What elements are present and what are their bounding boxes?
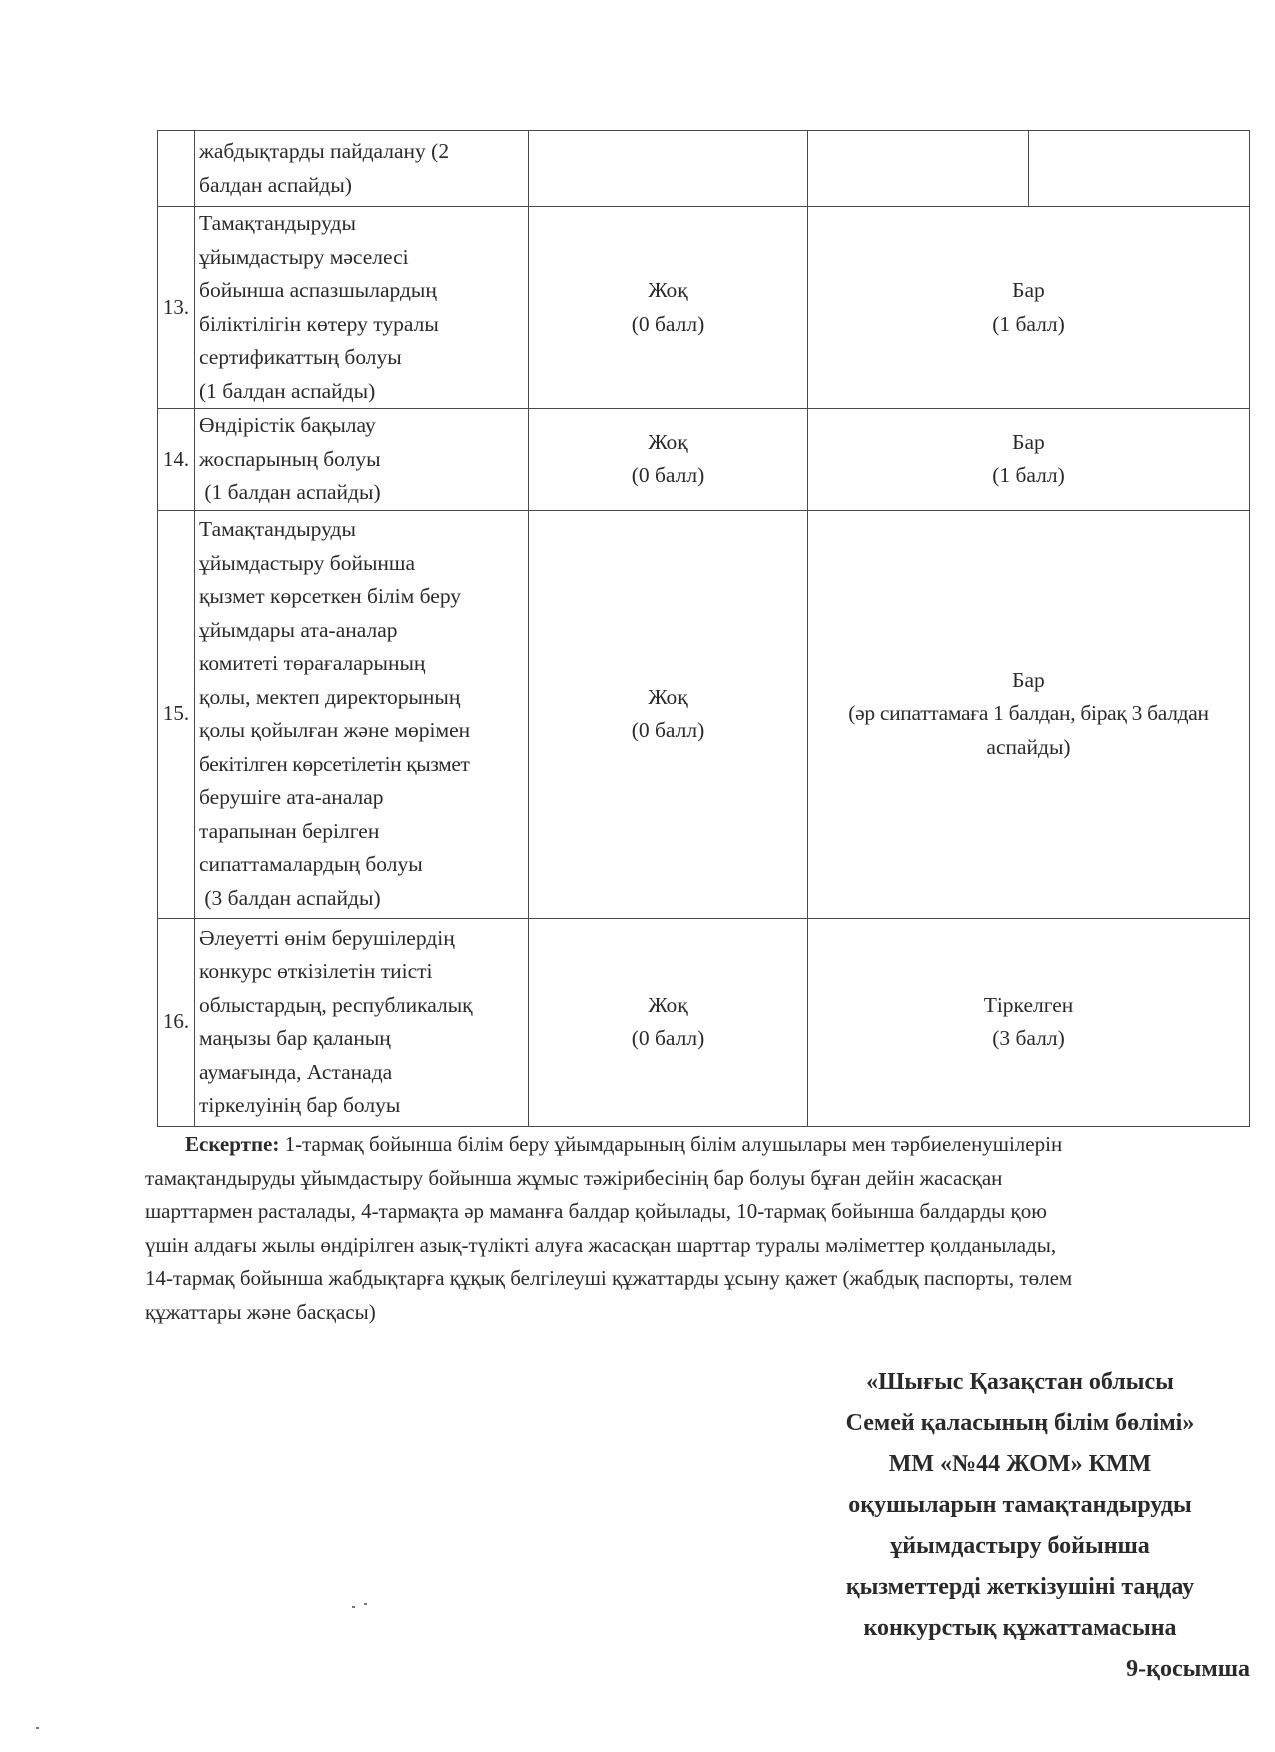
option-a-line: Жоқ (648, 429, 688, 454)
criterion-line: қолы, мектеп директорының (199, 684, 461, 709)
criterion-line: (3 балдан аспайды) (199, 885, 381, 910)
scan-speck (364, 1603, 367, 1605)
criterion-line: конкурс өткізілетін тиісті (199, 959, 433, 983)
criterion-line: (1 балдан аспайды) (199, 480, 381, 504)
option-b-line: аспайды) (986, 734, 1071, 759)
option-b-cell (808, 409, 1250, 511)
option-b-line: Бар (1012, 667, 1045, 692)
annex-line: «Шығыс Қазақстан облысы (866, 1369, 1174, 1395)
option-b-line: Бар (1012, 429, 1045, 454)
option-a-line: (0 балл) (631, 718, 705, 742)
option-a-cell (529, 510, 808, 918)
option-a-line: Жоқ (648, 684, 688, 709)
criterion-cell (195, 918, 529, 1126)
note-paragraph (145, 1128, 1255, 1329)
criterion-line: комитеті төрағаларының (199, 651, 426, 675)
criterion-line: қолы қойылған және мөрімен (199, 718, 471, 742)
criterion-line: біліктілігін көтеру туралы (199, 311, 439, 336)
row-number: 14. (158, 409, 195, 511)
annex-line: Семей қаласының білім бөлімі» (845, 1410, 1195, 1436)
option-b-line: (3 балл) (992, 1026, 1065, 1050)
option-b-line: (1 балл) (992, 463, 1065, 488)
option-b-cell (808, 918, 1250, 1126)
criterion-line: Өндірістік бақылау (199, 413, 376, 437)
criterion-line: тарапынан берілген (199, 818, 380, 843)
table-row (158, 918, 1250, 1126)
criterion-line: Әлеуетті өнім берушілердің (199, 925, 455, 950)
option-a-line: (0 балл) (631, 463, 705, 488)
table-row-continuation (158, 131, 1250, 207)
note-text: 1-тармақ бойынша білім беру ұйымдарының білім алушылары мен тәрбиеленушілерін (279, 1132, 1063, 1156)
criterion-line: берушіге ата-аналар (199, 785, 384, 809)
criterion-cell (195, 510, 529, 918)
row-number: 16. (158, 918, 195, 1126)
option-a-cell (529, 918, 808, 1126)
criteria-table (157, 130, 1250, 1127)
criterion-line: маңызы бар қаланың (199, 1026, 391, 1050)
criterion-line: ұйымдары ата-аналар (199, 617, 398, 642)
appendix-number: 9-қосымша (1126, 1656, 1250, 1682)
table-row (158, 510, 1250, 918)
option-b-cell (808, 207, 1250, 409)
option-b-line: (1 балл) (992, 311, 1065, 336)
note-line: құжаттары және басқасы) (145, 1299, 376, 1324)
option-b-line: Бар (1012, 278, 1045, 302)
annex-line: оқушыларын тамақтандыруды (848, 1492, 1192, 1518)
criterion-line: ұйымдастыру бойынша (199, 550, 416, 575)
annex-heading (790, 1362, 1250, 1690)
criterion-line: бекітілген көрсетілетін қызмет (199, 751, 470, 776)
annex-line: ұйымдастыру бойынша (890, 1533, 1150, 1559)
note-first-line (145, 1128, 1255, 1162)
criterion-line: сертификаттың болуы (199, 345, 402, 369)
option-b-cell (808, 510, 1250, 918)
note-line: тамақтандыруды ұйымдастыру бойынша жұмыс тәжірибесінің бар болуы бұған дейін жасасқан (145, 1165, 1003, 1190)
option-a-line: (0 балл) (631, 1026, 705, 1050)
note-label: Ескертпе: (185, 1132, 280, 1156)
criterion-line: бойынша аспазшылардың (199, 278, 437, 302)
option-b-cell (808, 131, 1250, 207)
criterion-line: жабдықтарды пайдалану (2 (199, 139, 450, 163)
option-a-line: (0 балл) (631, 311, 705, 336)
criterion-cell (195, 207, 529, 409)
scan-speck (36, 1727, 39, 1729)
criterion-line: ұйымдастыру мәселесі (199, 244, 409, 269)
note-line: үшін алдағы жылы өндірілген азық-түлікті алуға жасасқан шарттар туралы мәліметтер қолданылады, (145, 1232, 1057, 1257)
annex-line: қызметтерді жеткізушіні таңдау (845, 1574, 1195, 1600)
option-a-cell (529, 131, 808, 207)
criterion-line: қызмет көрсеткен білім беру (199, 584, 462, 608)
note-line: 14-тармақ бойынша жабдықтарға құқық белгілеуші құжаттарды ұсыну қажет (жабдық паспорты, төлем (145, 1266, 1073, 1290)
criterion-line: тіркелуінің бар болуы (199, 1093, 401, 1117)
criterion-line: Тамақтандыруды (199, 211, 356, 235)
criterion-line: аумағында, Астанада (199, 1059, 393, 1084)
option-a-cell (529, 207, 808, 409)
row-number: 13. (158, 207, 195, 409)
option-a-line: Жоқ (648, 278, 688, 302)
criterion-line: жоспарының болуы (199, 446, 381, 471)
criterion-line: балдан аспайды) (199, 172, 352, 197)
table-row (158, 207, 1250, 409)
table-row (158, 409, 1250, 511)
criterion-line: облыстардың, республикалық (199, 992, 473, 1017)
row-number: 15. (158, 510, 195, 918)
row-number-cell (158, 131, 195, 207)
annex-line: ММ «№44 ЖОМ» КММ (888, 1451, 1152, 1477)
scan-speck (352, 1606, 355, 1608)
criterion-line: сипаттамалардың болуы (199, 852, 423, 876)
criterion-line: Тамақтандыруды (199, 517, 356, 541)
option-a-cell (529, 409, 808, 511)
criterion-cell (195, 409, 529, 511)
option-b-line: Тіркелген (983, 992, 1074, 1017)
note-line: шарттармен расталады, 4-тармақта әр маманға балдар қойылады, 10-тармақ бойынша балдарды қою (145, 1199, 1047, 1223)
option-a-line: Жоқ (648, 992, 688, 1017)
criterion-line: (1 балдан аспайды) (199, 378, 376, 403)
option-b-line: (әр сипаттамаға 1 балдан, бірақ 3 балдан (848, 701, 1209, 726)
criterion-cell (195, 131, 529, 207)
annex-line: конкурстық құжаттамасына (863, 1615, 1177, 1641)
